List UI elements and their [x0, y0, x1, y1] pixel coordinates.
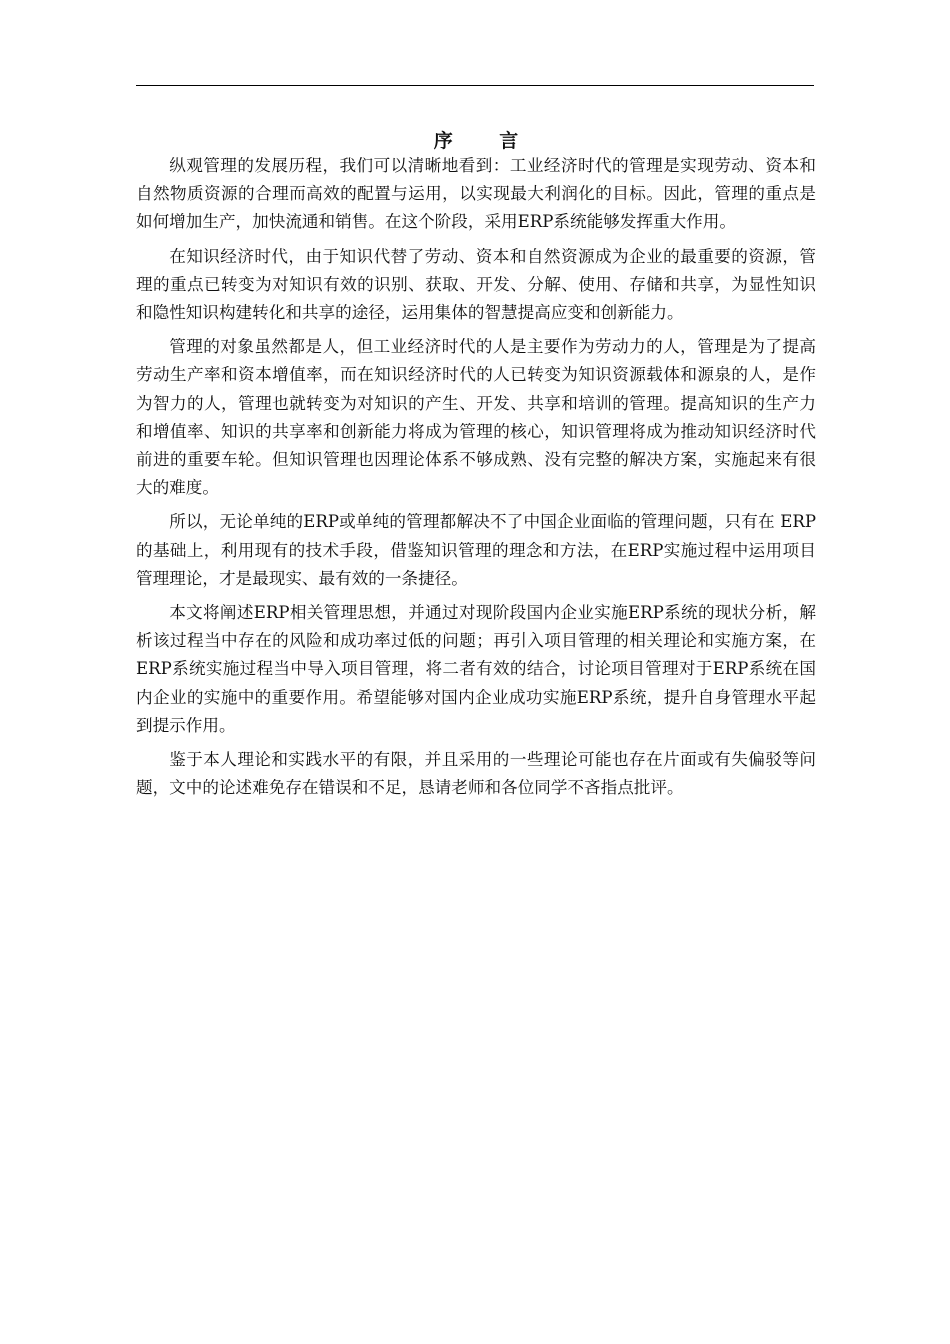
document-body [136, 124, 816, 808]
paragraph-1: 纵观管理的发展历程，我们可以清晰地看到：工业经济时代的管理是实现劳动、资本和自然物质资源的合理而高效的配置与运用，以实现最大利润化的目标。因此，管理的重点是如何增加生产，加快流通和销售。在这个阶段，采用ERP系统能够发挥重大作用。 [136, 156, 816, 232]
paragraph-5: 本文将阐述ERP相关管理思想，并通过对现阶段国内企业实施ERP系统的现状分析，解析该过程当中存在的风险和成功率过低的问题；再引入项目管理的相关理论和实施方案，在ERP系统实施过程当中导入项目管理，将二者有效的结合，讨论项目管理对于ERP系统在国内企业的实施中的重要作用。希望能够对国内企业成功实施ERP系统，提升自身管理水平起到提示作用。 [136, 603, 816, 735]
paragraph-2: 在知识经济时代，由于知识代替了劳动、资本和自然资源成为企业的最重要的资源，管理的重点已转变为对知识有效的识别、获取、开发、分解、使用、存储和共享，为显性知识和隐性知识构建转化和共享的途径，运用集体的智慧提高应变和创新能力。 [136, 246, 816, 323]
header-rule [136, 85, 814, 86]
page-title: 序 言 [433, 130, 539, 152]
paragraph-4: 所以，无论单纯的ERP或单纯的管理都解决不了中国企业面临的管理问题，只有在 ERP的基础上，利用现有的技术手段，借鉴知识管理的理念和方法，在ERP实施过程中运用项目管理理论，才是最现实、最有效的一条捷径。 [136, 512, 816, 588]
paragraph-3: 管理的对象虽然都是人，但工业经济时代的人是主要作为劳动力的人，管理是为了提高劳动生产率和资本增值率，而在知识经济时代的人已转变为知识资源载体和源泉的人，是作为智力的人，管理也就转变为对知识的产生、开发、共享和培训的管理。提高知识的生产力和增值率、知识的共享率和创新能力将成为管理的核心，知识管理将成为推动知识经济时代前进的重要车轮。但知识管理也因理论体系不够成熟、没有完整的解决方案，实施起来有很大的难度。 [136, 337, 816, 498]
paragraph-6: 鉴于本人理论和实践水平的有限，并且采用的一些理论可能也存在片面或有失偏驳等问题，文中的论述难免存在错误和不足，恳请老师和各位同学不吝指点批评。 [136, 750, 816, 798]
